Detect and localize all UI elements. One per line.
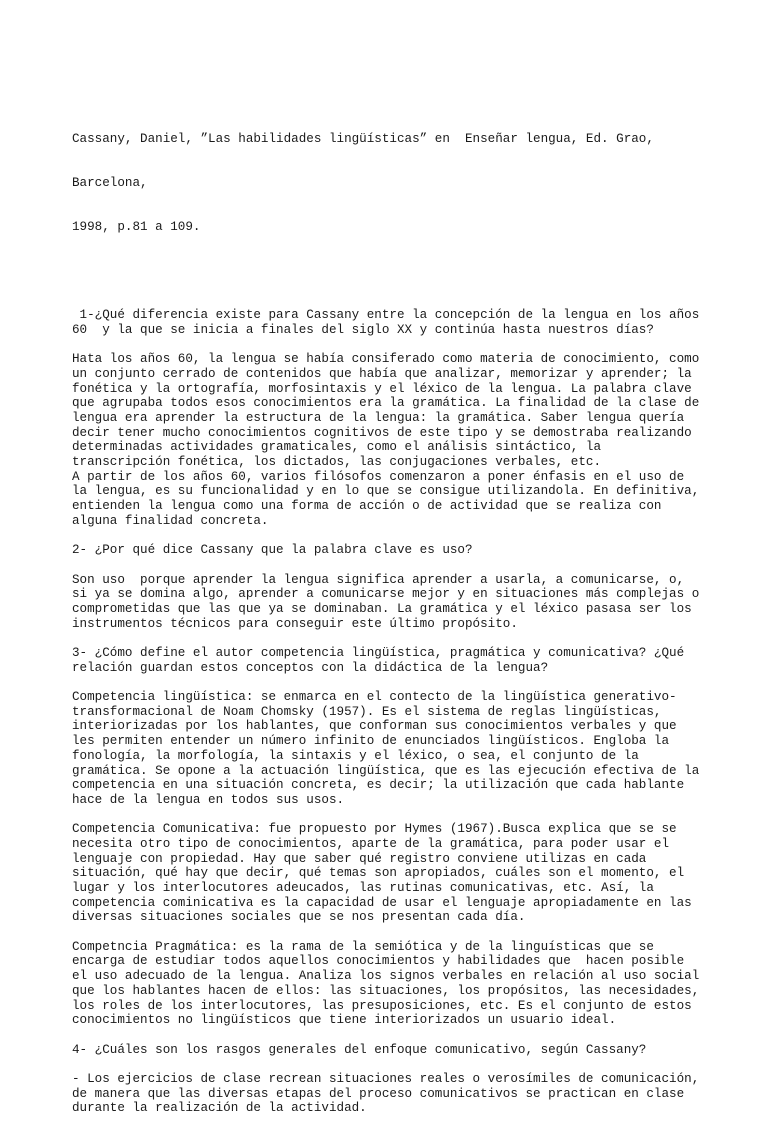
text-line: situación, qué hay que decir, qué temas son apropiados, cuáles son el momento, el: [72, 866, 685, 881]
text-line: lengua era aprender la estructura de la lengua: la gramática. Saber lengua quería: [72, 411, 685, 425]
text-line: encarga de estudiar todos aquellos conocimientos y habilidades que hacen posible: [72, 954, 685, 969]
document-page: [72, 73, 702, 1145]
question-paragraph: [72, 1043, 702, 1058]
text-line: - Los ejercicios de clase recrean situaciones reales o verosímiles de comunicación,: [72, 1071, 700, 1086]
text-line: diversas situaciones sociales que se nos presentan cada día.: [72, 910, 526, 925]
document-body: [72, 308, 702, 1116]
text-line: Competncia Pragmática: es la rama de la semiótica y de la linguísticas que se: [72, 939, 654, 954]
text-line: comprometidas que las que ya se dominaban. La gramática y el léxico pasasa ser los: [72, 601, 692, 616]
text-line: hace de la lengua en todos sus usos.: [72, 792, 345, 807]
text-line: fonología, la morfología, la sintaxis y el léxico, o sea, el conjunto de la: [72, 748, 639, 763]
text-line: entienden la lengua como una forma de acción o de actividad que se realiza con: [72, 499, 662, 514]
text-line: alguna finalidad concreta.: [72, 513, 269, 528]
citation: [72, 102, 702, 264]
text-line: que agrupaba todos esos conocimientos era la gramática. La finalidad de la clase de: [72, 396, 700, 411]
text-line: Hata los años 60, la lengua se había consiferado como materia de conocimiento, como: [72, 352, 700, 367]
text-line: la lengua, es su funcionalidad y en lo que se consigue utilizandola. En definitiva,: [72, 484, 700, 499]
text-line: transcripción fonética, los dictados, las conjugaciones verbales, etc.: [72, 455, 602, 470]
answer-paragraph: [72, 940, 702, 1028]
question-paragraph: [72, 543, 702, 558]
text-line: 1-¿Qué diferencia existe para Cassany entre la concepción de la lengua en los años: [72, 308, 700, 323]
text-line: Competencia Comunicativa: fue propuesto por Hymes (1967).Busca explica que se se: [72, 822, 677, 837]
text-line: necesita otro tipo de conocimientos, aparte de la gramática, para poder usar el: [72, 836, 670, 851]
text-line: decir tener mucho conocimientos cognitivos de este tipo y se demostraba realizando: [72, 425, 692, 440]
text-line: durante la realización de la actividad.: [72, 1101, 367, 1116]
text-line: relación guardan estos conceptos con la didáctica de la lengua?: [72, 660, 549, 675]
text-line: fonética y la ortografía, morfosintaxis y el léxico de la lengua. La palabra clave: [72, 381, 692, 396]
text-line: que los hablantes hacen de ellos: las situaciones, los propósitos, las necesidades,: [72, 983, 700, 998]
answer-paragraph: [72, 1072, 702, 1116]
text-line: 4- ¿Cuáles son los rasgos generales del enfoque comunicativo, según Cassany?: [72, 1042, 647, 1057]
text-line: Competencia lingüística: se enmarca en el contecto de la lingüística generativo-: [72, 690, 677, 705]
text-line: 2- ¿Por qué dice Cassany que la palabra clave es uso?: [72, 543, 473, 558]
text-line: el uso adecuado de la lengua. Analiza los signos verbales en relación al uso social: [72, 969, 700, 984]
question-paragraph: [72, 646, 702, 675]
text-line: lugar y los interlocutores adeucados, las rutinas comunicativas, etc. Así, la: [72, 881, 654, 895]
text-line: conocimientos no lingüísticos que tiene interiorizados un usuario ideal.: [72, 1013, 617, 1028]
answer-paragraph: [72, 822, 702, 925]
text-line: determinadas actividades gramaticales, como el análisis sintáctico, la: [72, 440, 602, 455]
text-line: lenguaje con propiedad. Hay que saber qué registro conviene utilizas en cada: [72, 851, 647, 866]
text-line: Son uso porque aprender la lengua significa aprender a usarla, a comunicarse, o,: [72, 572, 685, 587]
text-line: A partir de los años 60, varios filósofos comenzaron a poner énfasis en el uso de: [72, 469, 685, 484]
text-line: competencia cominicativa es la capacidad de usar el lenguaje apropiadamente en las: [72, 895, 692, 910]
answer-paragraph: [72, 573, 702, 632]
text-line: los roles de los interlocutores, las presuposiciones, etc. Es el conjunto de estos: [72, 998, 692, 1013]
question-paragraph: [72, 308, 702, 337]
text-line: competencia en una situación concreta, es decir; la utilización que cada hablante: [72, 778, 685, 793]
text-line: si ya se domina algo, aprender a comunicarse mejor y en situaciones más complejas o: [72, 587, 700, 602]
citation-line: 1998, p.81 a 109.: [72, 220, 201, 234]
text-line: 60 y la que se inicia a finales del siglo XX y continúa hasta nuestros días?: [72, 322, 654, 337]
text-line: interiorizadas por los hablantes, que conforman sus conocimientos verbales y que: [72, 719, 677, 734]
text-line: un conjunto cerrado de contenidos que había que analizar, memorizar y aprender; la: [72, 366, 692, 381]
answer-paragraph: [72, 352, 702, 528]
text-line: de manera que las diversas etapas del proceso comunicativos se practican en clase: [72, 1086, 685, 1101]
text-line: instrumentos técnicos para conseguir este último propósito.: [72, 616, 518, 631]
text-line: les permiten entender un número infinito de enunciados lingüísticos. Engloba la: [72, 734, 670, 749]
citation-line: Cassany, Daniel, ”Las habilidades lingüísticas” en Enseñar lengua, Ed. Grao,: [72, 131, 654, 146]
text-line: transformacional de Noam Chomsky (1957). Es el sistema de reglas lingüísticas,: [72, 704, 662, 719]
answer-paragraph: [72, 690, 702, 808]
text-line: 3- ¿Cómo define el autor competencia lingüística, pragmática y comunicativa? ¿Qué: [72, 646, 685, 660]
citation-line: Barcelona,: [72, 175, 148, 190]
text-line: gramática. Se opone a la actuación lingüística, que es las ejecución efectiva de la: [72, 763, 700, 778]
